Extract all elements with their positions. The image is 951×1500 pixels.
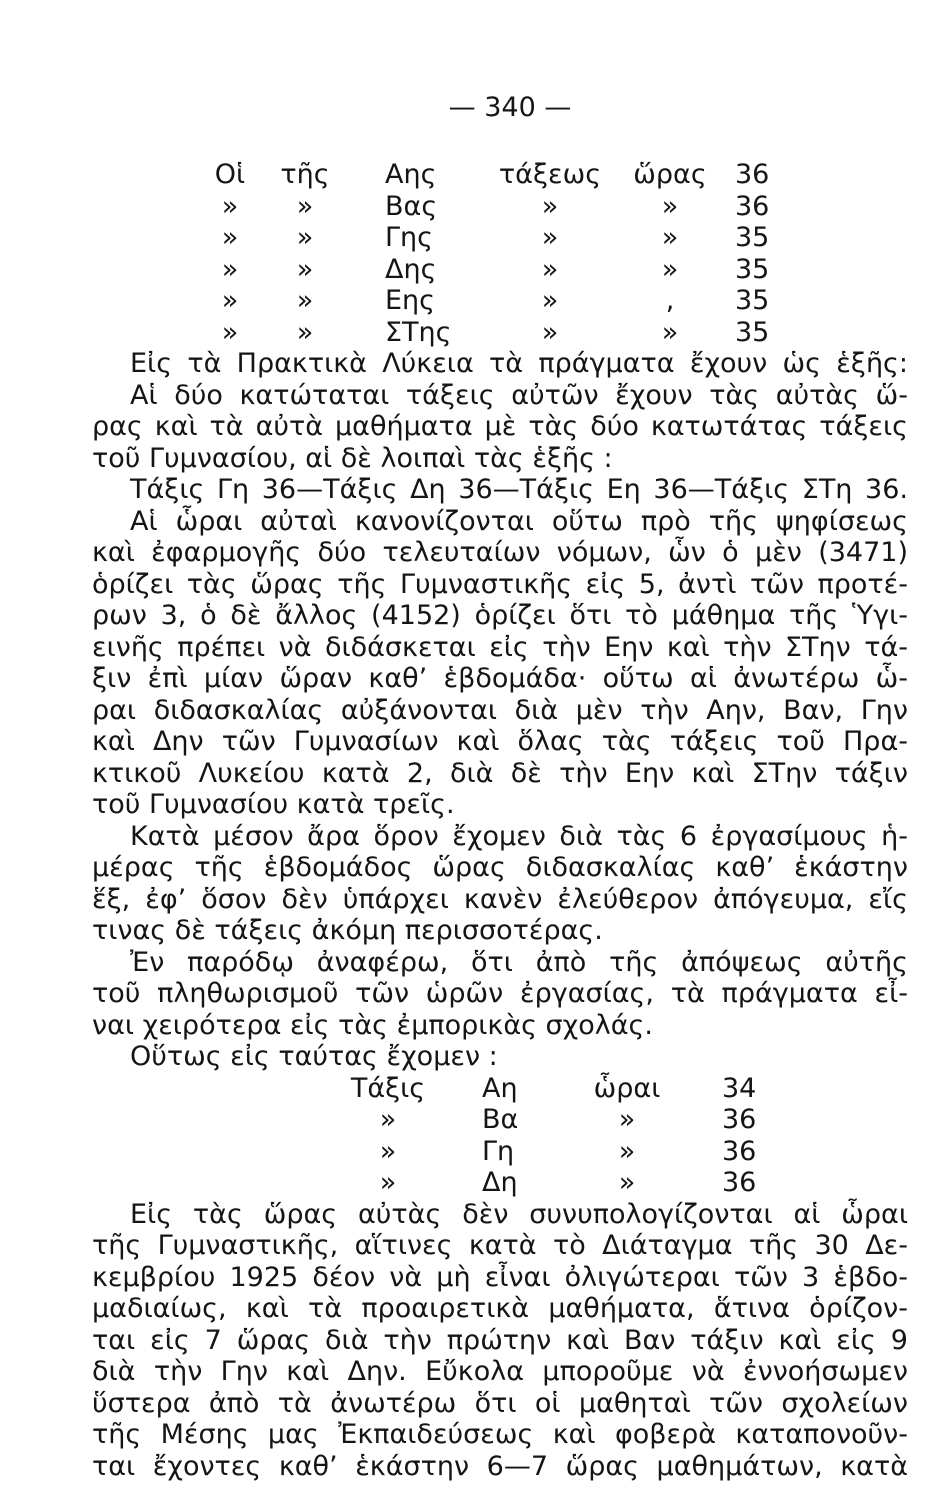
text-line: καὶ Δην τῶν Γυμνασίων καὶ ὅλας τὰς τάξεις τοῦ Πρα- [92, 726, 908, 757]
table-cell: 36 [722, 1167, 757, 1198]
text-line: κεμβρίου 1925 δέον νὰ μὴ εἶναι ὀλιγώτεραι τῶν 3 ἑβδο- [92, 1261, 908, 1293]
hours-table-row [92, 317, 908, 349]
table-cell: » [296, 253, 314, 285]
text-line: τοῦ Γυμνασίου κατὰ τρεῖς. [92, 789, 455, 820]
hours-table-row [92, 191, 908, 223]
text-line: ται εἰς 7 ὥρας διὰ τὴν πρώτην καὶ Βαν τάξιν καὶ εἰς 9 [92, 1324, 908, 1356]
table-cell: » [379, 1167, 397, 1198]
table-cell: » [541, 190, 559, 222]
table-cell: 36 [735, 159, 770, 190]
table-cell: , [665, 285, 675, 316]
table-cell: Αη [482, 1072, 518, 1104]
text-line: μαδιαίως, καὶ τὰ προαιρετικὰ μαθήματα, ἅτινα ὁρίζον- [92, 1293, 908, 1324]
text-line: τῆς Μέσης μας Ἐκπαιδεύσεως καὶ φοβερὰ καταπονοῦν- [92, 1419, 908, 1450]
table-cell: 34 [722, 1072, 757, 1104]
commerce-table-row [92, 1073, 908, 1105]
table-cell: » [379, 1104, 397, 1135]
table-cell: Βας [385, 190, 438, 222]
table-cell: » [221, 253, 239, 285]
table-cell: ὧραι [593, 1072, 661, 1104]
text-line: ναι χειρότερα εἰς τὰς ἐμπορικὰς σχολάς. [92, 1009, 653, 1041]
table-cell: » [661, 222, 679, 253]
table-cell: τάξεως [498, 159, 602, 190]
table-cell: 36 [722, 1135, 757, 1167]
table-cell: 35 [735, 253, 770, 285]
table-cell: » [618, 1104, 636, 1135]
text-line: Εἰς τὰς ὥρας αὐτὰς δὲν συνυπολογίζονται αἱ ὧραι [130, 1198, 908, 1230]
text-line: τοῦ πληθωρισμοῦ τῶν ὡρῶν ἐργασίας, τὰ πράγματα εἶ- [92, 978, 908, 1009]
commerce-table-row [92, 1136, 908, 1168]
table-cell: » [296, 222, 314, 253]
table-cell: » [221, 285, 239, 316]
hours-table-row [92, 285, 908, 317]
hours-table [92, 159, 908, 348]
text-line: Ἐν παρόδῳ ἀναφέρω, ὅτι ἀπὸ τῆς ἀπόψεως αὐτῆς [130, 946, 908, 978]
text-line: ἕξ, ἐφ’ ὅσον δὲν ὑπάρχει κανὲν ἐλεύθερον ἀπόγευμα, εἴς [92, 883, 908, 915]
text-line: Εἰς τὰ Πρακτικὰ Λύκεια τὰ πράγματα ἔχουν ὡς ἑξῆς: [130, 348, 908, 379]
text-line: τῆς Γυμναστικῆς, αἵτινες κατὰ τὸ Διάταγμα τῆς 30 Δε- [92, 1230, 908, 1261]
text-line: κτικοῦ Λυκείου κατὰ 2, διὰ δὲ τὴν Εην καὶ ΣΤην τάξιν [92, 757, 908, 789]
text-line: Οὕτως εἰς ταύτας ἔχομεν : [130, 1041, 498, 1072]
commerce-hours-table [92, 1073, 908, 1199]
hours-table-row [92, 159, 908, 191]
table-cell: » [221, 190, 239, 222]
table-cell: » [541, 316, 559, 348]
table-cell: » [618, 1167, 636, 1198]
table-cell: Εης [385, 285, 436, 316]
hours-table-row [92, 254, 908, 286]
text-line: ρας καὶ τὰ αὐτὰ μαθήματα μὲ τὰς δύο κατωτάτας τάξεις [92, 411, 908, 442]
table-cell: » [296, 316, 314, 348]
table-cell: » [541, 222, 559, 253]
table-cell: » [379, 1135, 397, 1167]
text-line: τινας δὲ τάξεις ἀκόμη περισσοτέρας. [92, 915, 603, 946]
text-line: ρων 3, ὁ δὲ ἄλλος (4152) ὁρίζει ὅτι τὸ μάθημα τῆς Ὑγι- [92, 600, 908, 631]
text-line: ὕστερα ἀπὸ τὰ ἀνωτέρω ὅτι οἱ μαθηταὶ τῶν σχολείων [92, 1387, 908, 1419]
commerce-table-row [92, 1104, 908, 1136]
commerce-table-row [92, 1167, 908, 1199]
table-cell: » [661, 190, 679, 222]
table-cell: ΣΤης [385, 316, 452, 348]
table-cell: ὥρας [633, 159, 707, 190]
table-cell: 35 [735, 285, 770, 316]
table-cell: Γη [482, 1135, 515, 1167]
text-line: ὁρίζει τὰς ὥρας τῆς Γυμναστικῆς εἰς 5, ἀντὶ τῶν προτέ- [92, 568, 908, 600]
table-cell: » [541, 253, 559, 285]
text-line: Τάξις Γη 36—Τάξις Δη 36—Τάξις Εη 36—Τάξις ΣΤη 36. [130, 474, 908, 505]
table-cell: Γης [385, 222, 434, 253]
text-line: ξιν ἐπὶ μίαν ὥραν καθ’ ἑβδομάδα· οὕτω αἱ ἀνωτέρω ὧ- [92, 663, 908, 694]
hours-table-row [92, 222, 908, 254]
text-line: Αἱ δύο κατώταται τάξεις αὐτῶν ἔχουν τὰς αὐτὰς ὥ- [130, 379, 908, 411]
table-cell: Δης [385, 253, 437, 285]
text-block [92, 1199, 908, 1483]
text-line: μέρας τῆς ἑβδομάδος ὥρας διδασκαλίας καθ’ ἑκάστην [92, 852, 908, 883]
table-cell: » [221, 316, 239, 348]
table-cell: Βα [482, 1104, 519, 1135]
table-cell: » [296, 190, 314, 222]
text-line: διὰ τὴν Γην καὶ Δην. Εὔκολα μποροῦμε νὰ ἐννοήσωμεν [92, 1356, 908, 1387]
table-cell: 36 [735, 190, 770, 222]
table-cell: 35 [735, 222, 770, 253]
text-block [92, 348, 908, 1073]
page-number: — 340 — [448, 92, 572, 123]
table-cell: Οἱ [214, 159, 246, 190]
table-cell: Αης [385, 159, 437, 190]
table-cell: Τάξις [350, 1072, 426, 1104]
text-line: καὶ ἐφαρμογῆς δύο τελευταίων νόμων, ὧν ὁ μὲν (3471) [92, 537, 908, 568]
table-cell: » [541, 285, 559, 316]
table-cell: » [618, 1135, 636, 1167]
table-cell: » [221, 222, 239, 253]
text-column [92, 159, 908, 1482]
text-line: τοῦ Γυμνασίου, αἱ δὲ λοιπαὶ τὰς ἑξῆς : [92, 442, 613, 474]
table-cell: Δη [482, 1167, 518, 1198]
table-cell: » [661, 253, 679, 285]
table-cell: τῆς [280, 159, 330, 190]
table-cell: 35 [735, 316, 770, 348]
table-cell: » [296, 285, 314, 316]
text-line: Κατὰ μέσον ἄρα ὅρον ἔχομεν διὰ τὰς 6 ἐργασίμους ἡ- [130, 820, 908, 852]
text-line: ται ἔχοντες καθ’ ἑκάστην 6—7 ὥρας μαθημάτων, κατὰ [92, 1450, 908, 1482]
text-line: ραι διδασκαλίας αὐξάνονται διὰ μὲν τὴν Αην, Βαν, Γην [92, 694, 908, 726]
table-cell: 36 [722, 1104, 757, 1135]
text-line: Αἱ ὧραι αὐταὶ κανονίζονται οὕτω πρὸ τῆς ψηφίσεως [130, 505, 908, 537]
text-line: εινῆς πρέπει νὰ διδάσκεται εἰς τὴν Εην καὶ τὴν ΣΤην τά- [92, 631, 908, 663]
table-cell: » [661, 316, 679, 348]
